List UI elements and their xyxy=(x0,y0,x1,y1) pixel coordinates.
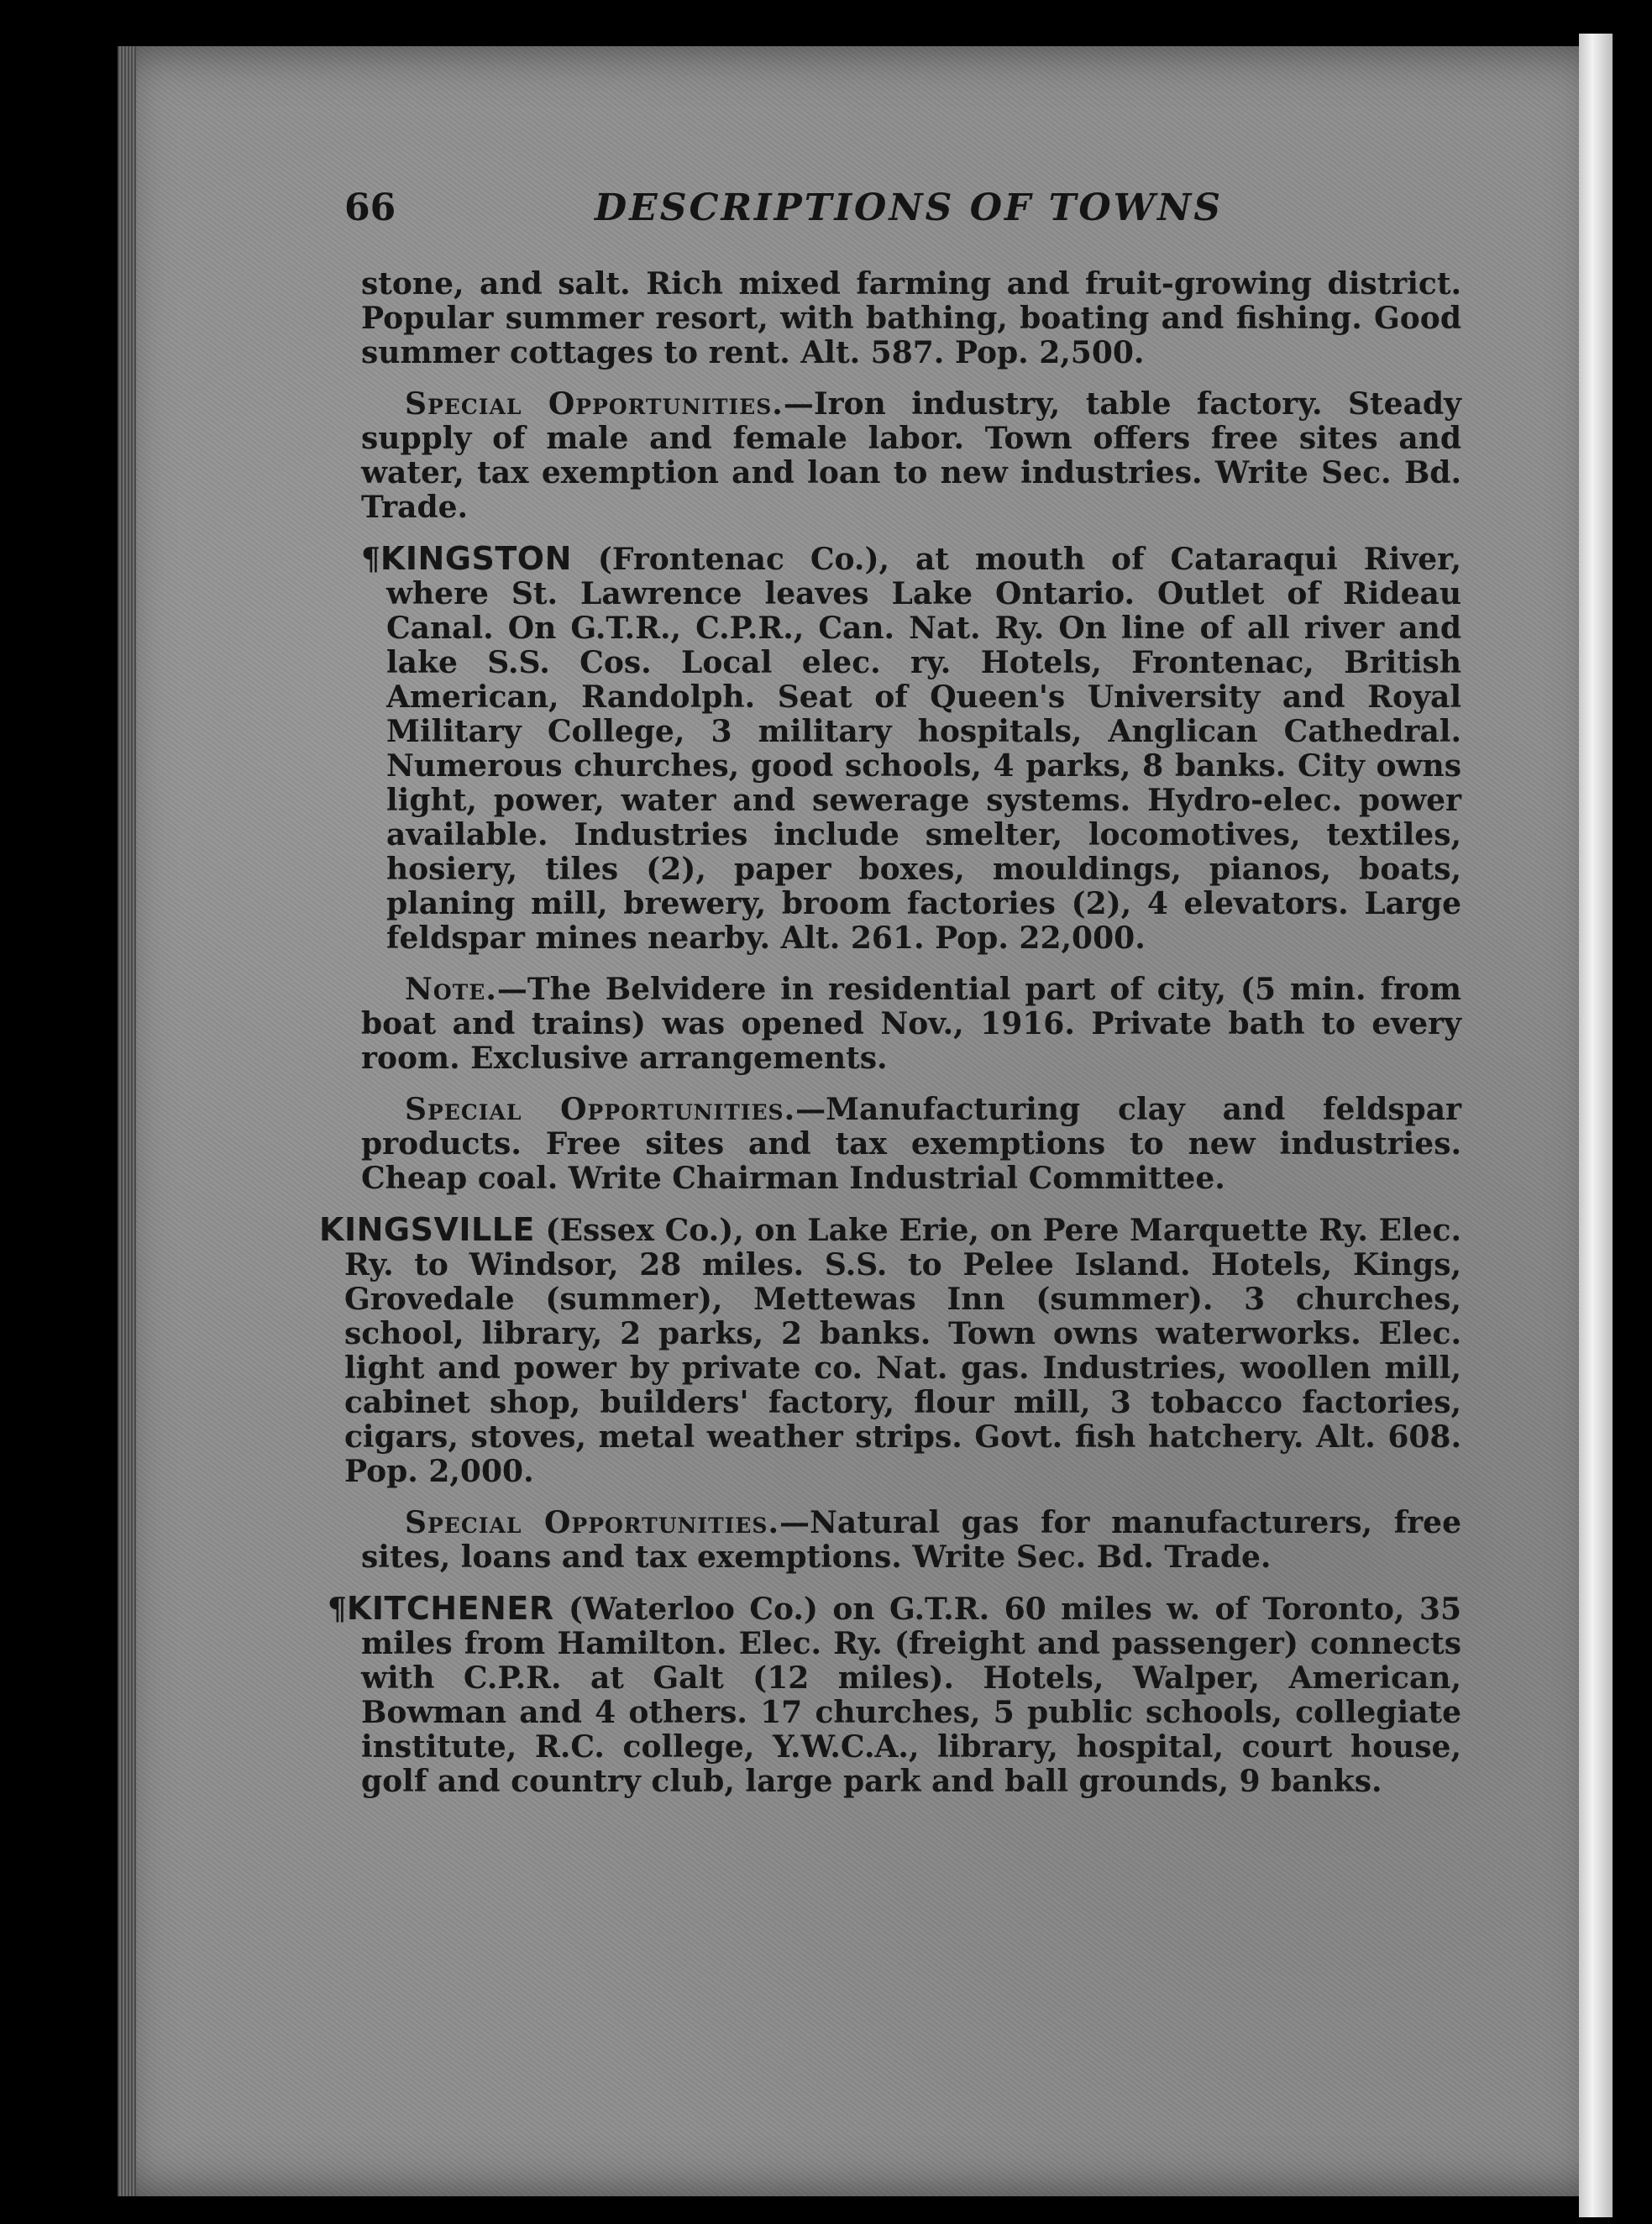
entry-text-kitchener: (Waterloo Co.) on G.T.R. 60 miles w. of Toronto, 35 miles from Hamilton. Elec. Ry. (freight and passenger) connects with C.P.R. at Galt (12 miles). Hotels, Walper, American, Bowman and 4 others. 17 churches, 5 public schools, collegiate institute, R.C. college, Y.W.C.A., library, hospital, court house, golf and country club, large park and ball grounds, 9 banks. xyxy=(361,1592,1461,1799)
running-head: DESCRIPTIONS OF TOWNS xyxy=(595,186,1224,229)
kingston-special-opportunities xyxy=(361,1093,1461,1196)
note-label: Note. xyxy=(405,972,497,1007)
entry-name-kitchener: KITCHENER xyxy=(346,1590,554,1627)
entry-kingsville xyxy=(319,1213,1461,1489)
page-body xyxy=(319,266,1461,1816)
page-number: 66 xyxy=(344,186,396,229)
paragraph-text: —Iron industry, table factory. Steady supply of male and female labor. Town offers free sites and water, tax exemption and loan to new industries. Write Sec. Bd. Trade. xyxy=(361,386,1461,525)
continued-paragraph xyxy=(361,267,1461,370)
note-text: —The Belvidere in residential part of city, (5 min. from boat and trains) was opened Nov., 1916. Private bath to every room. Exclusive arrangements. xyxy=(361,972,1461,1076)
pilcrow-mark: ¶ xyxy=(361,542,380,577)
special-opportunities-paragraph xyxy=(361,387,1461,525)
entry-text-kingsville: (Essex Co.), on Lake Erie, on Pere Marquette Ry. Elec. Ry. to Windsor, 28 miles. S.S. to Pelee Island. Hotels, Kings, Grovedale (summer), Mettewas Inn (summer). 3 churches, school, library, 2 parks, 2 banks. Town owns waterworks. Elec. light and power by private co. Nat. gas. Industries, woollen mill, cabinet shop, builders' factory, flour mill, 3 tobacco factories, cigars, stoves, metal weather strips. Govt. fish hatchery. Alt. 608. Pop. 2,000. xyxy=(344,1213,1461,1489)
entry-name-kingsville: KINGSVILLE xyxy=(319,1211,535,1248)
paragraph-text: stone, and salt. Rich mixed farming and fruit-growing district. Popular summer resort, with bathing, boating and fishing. Good summer cottages to rent. Alt. 587. Pop. 2,500. xyxy=(361,266,1461,370)
special-opportunities-label: Special Opportunities. xyxy=(405,1092,796,1127)
special-opportunities-label: Special Opportunities. xyxy=(405,1505,780,1540)
page-stack-edge xyxy=(118,46,136,2196)
paragraph-text: —Natural gas for manufacturers, free sites, loans and tax exemptions. Write Sec. Bd. Trade. xyxy=(361,1505,1461,1575)
entry-name-kingston: KINGSTON xyxy=(380,540,572,577)
book-spine-edge xyxy=(1579,34,1613,2217)
note-paragraph xyxy=(361,973,1461,1076)
entry-kitchener xyxy=(328,1592,1461,1799)
entry-kingston xyxy=(361,542,1461,956)
kingsville-special-opportunities xyxy=(361,1506,1461,1575)
special-opportunities-label: Special Opportunities. xyxy=(405,386,784,422)
entry-text-kingston: (Frontenac Co.), at mouth of Cataraqui River, where St. Lawrence leaves Lake Ontario. Outlet of Rideau Canal. On G.T.R., C.P.R., Can. Nat. Ry. On line of all river and lake S.S. Cos. Local elec. ry. Hotels, Frontenac, British American, Randolph. Seat of Queen's University and Royal Military College, 3 military hospitals, Anglican Cathedral. Numerous churches, good schools, 4 parks, 8 banks. City owns light, power, water and sewerage systems. Hydro-elec. power available. Industries include smelter, locomotives, textiles, hosiery, tiles (2), paper boxes, mouldings, pianos, boats, planing mill, brewery, broom factories (2), 4 elevators. Large feldspar mines nearby. Alt. 261. Pop. 22,000. xyxy=(386,542,1461,956)
page-header xyxy=(344,186,1579,237)
paragraph-text: —Manufacturing clay and feldspar products. Free sites and tax exemptions to new industries. Cheap coal. Write Chairman Industrial Committee. xyxy=(361,1092,1461,1196)
pilcrow-mark: ¶ xyxy=(328,1592,347,1627)
